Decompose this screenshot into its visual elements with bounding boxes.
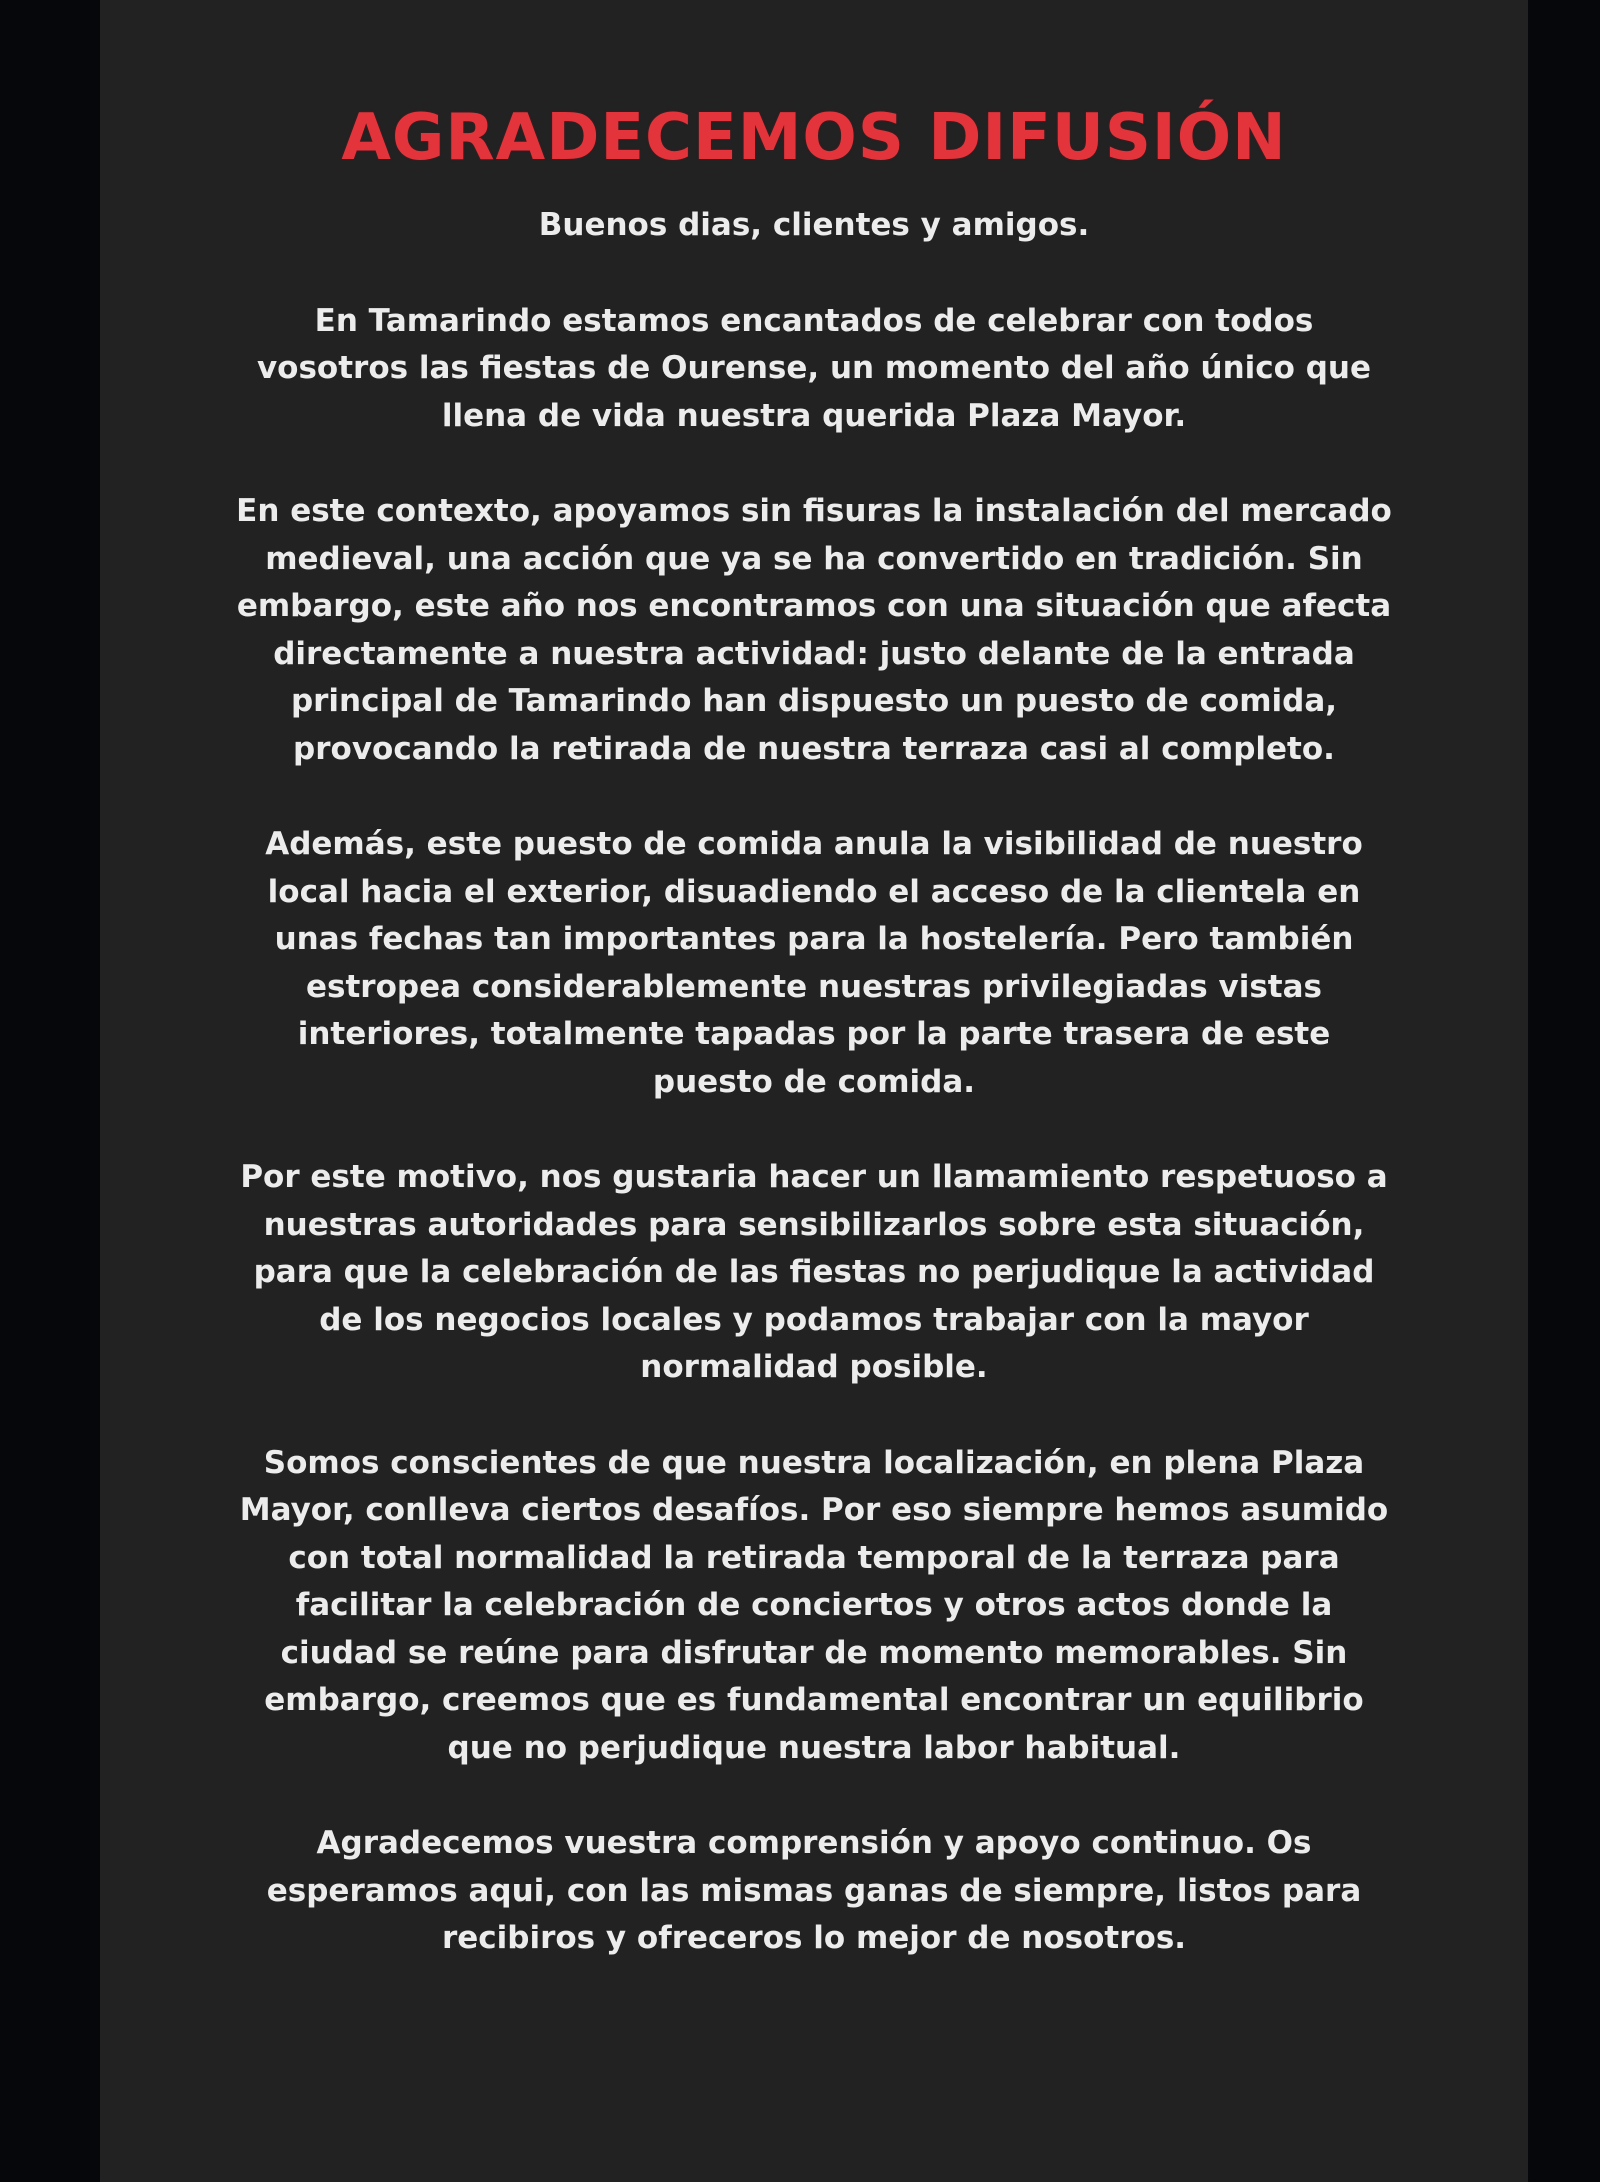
greeting-paragraph: Buenos dias, clientes y amigos. (538, 207, 1090, 243)
appeal-paragraph: Por este motivo, nos gustaria hacer un llamamiento respetuoso a nuestras autoridades para sensibilizarlos sobre esta situación, para que la celebración de las fiestas no perjudique la actividad de los negocios locales y podamos trabajar con la mayor normalidad posible. (240, 1159, 1388, 1385)
thanks-paragraph: Agradecemos vuestra comprensión y apoyo continuo. Os esperamos aqui, con las mismas ganas de siempre, listos para recibiros y ofreceros lo mejor de nosotros. (266, 1825, 1362, 1956)
context-paragraph: En este contexto, apoyamos sin fisuras la instalación del mercado medieval, una acción que ya se ha convertido en tradición. Sin embargo, este año nos encontramos con una situación que afecta directamente a nuestra actividad: justo delante de la entrada principal de Tamarindo han dispuesto un puesto de comida, provocando la retirada de nuestra terraza casi al completo. (236, 493, 1392, 767)
visibility-paragraph: Además, este puesto de comida anula la visibilidad de nuestro local hacia el exterior, disuadiendo el acceso de la clientela en unas fechas tan importantes para la hostelería. Pero también estropea considerablemente nuestras privilegiadas vistas interiores, totalmente tapadas por la parte trasera de este puesto de comida. (265, 826, 1363, 1100)
left-border (0, 0, 100, 2182)
announcement-panel (100, 0, 1528, 2182)
right-border (1530, 0, 1600, 2182)
announcement-body (234, 202, 1394, 1963)
awareness-paragraph: Somos conscientes de que nuestra localización, en plena Plaza Mayor, conlleva ciertos desafíos. Por eso siempre hemos asumido con total normalidad la retirada temporal de la terraza para facilitar la celebración de conciertos y otros actos donde la ciudad se reúne para disfrutar de momento memorables. Sin embargo, creemos que es fundamental encontrar un equilibrio que no perjudique nuestra labor habitual. (239, 1444, 1389, 1766)
announcement-title: AGRADECEMOS DIFUSIÓN (341, 101, 1287, 175)
intro-paragraph: En Tamarindo estamos encantados de celebrar con todos vosotros las fiestas de Ourense, un momento del año único que llena de vida nuestra querida Plaza Mayor. (256, 302, 1372, 434)
